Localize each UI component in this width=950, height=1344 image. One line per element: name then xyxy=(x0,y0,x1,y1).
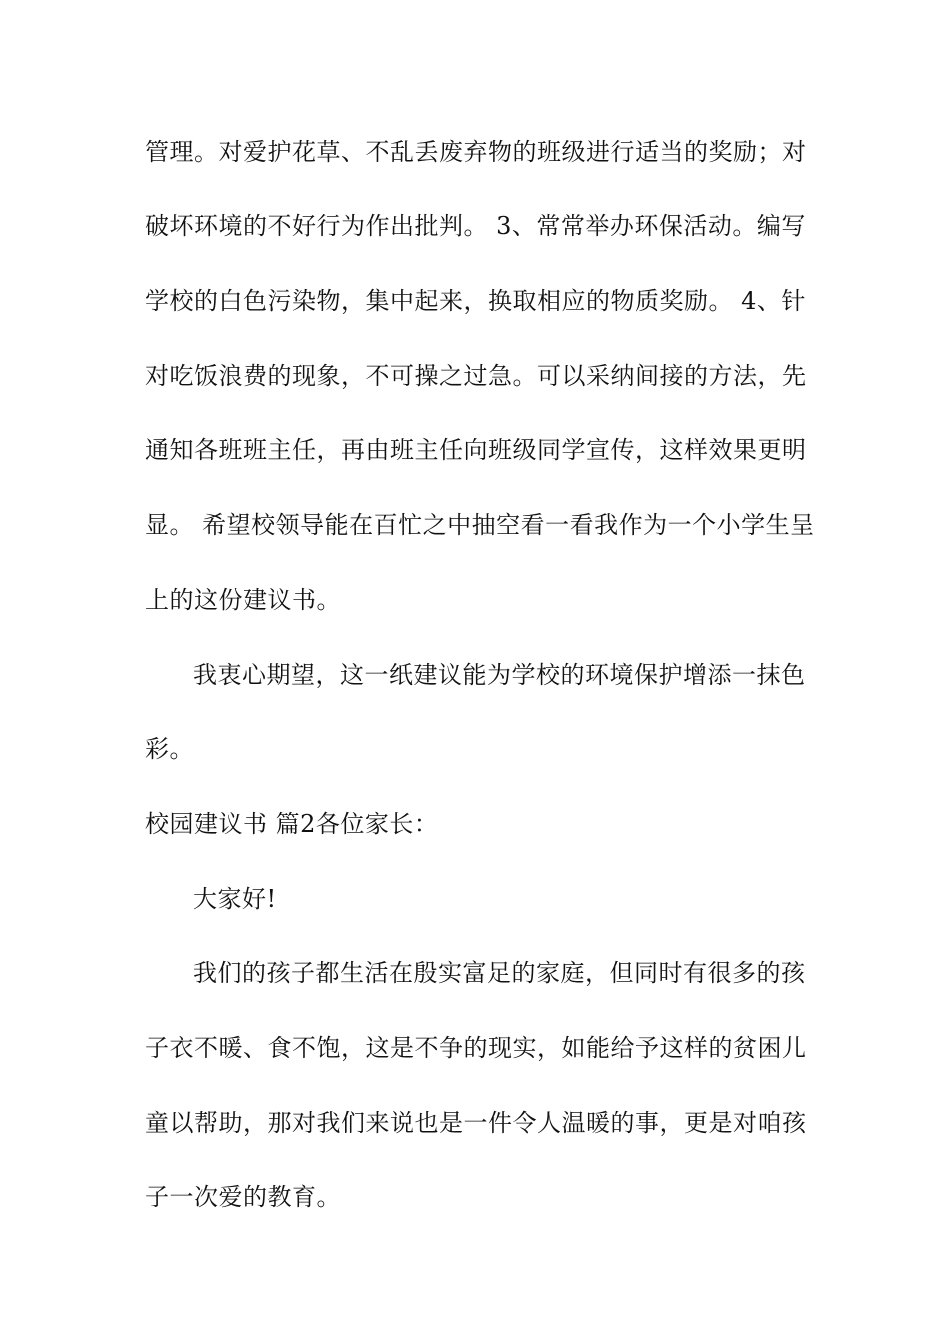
body-text-line: 童以帮助，那对我们来说也是一件令人温暖的事，更是对咱孩 xyxy=(145,1109,807,1137)
paragraph-first-line: 我们的孩子都生活在殷实富足的家庭，但同时有很多的孩 xyxy=(193,959,806,987)
paragraph-first-line: 我衷心期望，这一纸建议能为学校的环境保护增添一抹色 xyxy=(193,661,806,689)
body-text-line: 管理。对爱护花草、不乱丢废弃物的班级进行适当的奖励；对 xyxy=(145,138,807,166)
body-text-line: 对吃饭浪费的现象，不可操之过急。可以采纳间接的方法，先 xyxy=(145,362,807,390)
body-text-line: 子一次爱的教育。 xyxy=(145,1183,341,1211)
body-text-line: 子衣不暖、食不饱，这是不争的现实，如能给予这样的贫困儿 xyxy=(145,1034,807,1062)
body-text-line: 通知各班班主任，再由班主任向班级同学宣传，这样效果更明 xyxy=(145,436,807,464)
body-text-line: 破坏环境的不好行为作出批判。 3、常常举办环保活动。编写 xyxy=(145,212,806,240)
greeting: 大家好! xyxy=(193,885,277,913)
body-text-line: 上的这份建议书。 xyxy=(145,586,341,614)
section-heading: 校园建议书 篇2各位家长： xyxy=(145,810,439,838)
body-text-line: 彩。 xyxy=(145,735,194,763)
body-text-line: 显。 希望校领导能在百忙之中抽空看一看我作为一个小学生呈 xyxy=(145,511,815,539)
body-text-line: 学校的白色污染物，集中起来，换取相应的物质奖励。 4、针 xyxy=(145,287,806,315)
